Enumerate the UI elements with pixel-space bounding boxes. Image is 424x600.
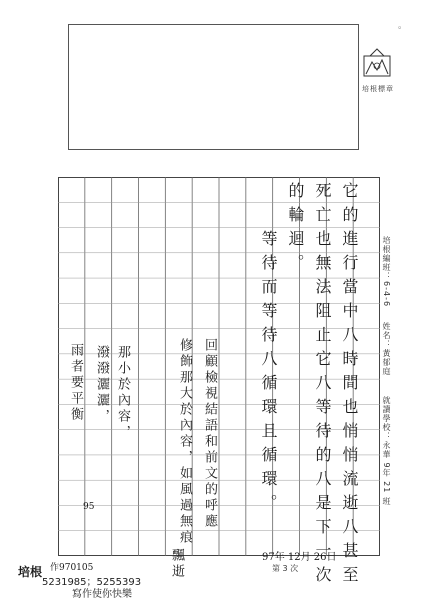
teacher-comment-box (68, 24, 359, 150)
essay-column-1: 它的進行當中八時間也悄悄流逝八甚至 (340, 182, 359, 590)
essay-column-4: 等待而等待八循環且循環。 (259, 230, 278, 518)
score: 95 (83, 502, 95, 512)
stamp-label: 培根標章 (362, 85, 394, 93)
essay-column-2: 死亡也無法阻止它八等待的八是下一次 (313, 182, 332, 590)
comment-line-1: 回顧檢視結語和前文的呼應 (202, 338, 217, 530)
school-stamp-icon (360, 46, 394, 80)
corner-mark: 。 (398, 21, 408, 31)
class-code: 培根編班：6-4-6 (382, 236, 391, 308)
footer-slogan: 寫作使你快樂 (72, 589, 132, 600)
page-number: 第 3 次 (272, 564, 299, 573)
comment-line-4: 潑潑灑灑， (94, 345, 109, 425)
essay-column-3: 的輪迴。 (286, 182, 305, 278)
comment-line-5: 雨者要平衡 (68, 343, 83, 423)
student-school: 就讀學校：永華 9年 21 班 (382, 396, 391, 506)
comment-line-2: 修飾那大於內容，如風過無痕 (177, 338, 192, 546)
student-name: 姓名：黃郁庭 (382, 322, 391, 376)
footer-label: 培根 (18, 565, 43, 579)
comment-line-3: 那小於內容， (115, 345, 130, 441)
essay-date: 97年 12月 26日 (262, 552, 337, 563)
footer-code: 作970105 (50, 563, 94, 573)
comment-aside: 飄逝 (169, 548, 184, 580)
footer-phones: 5231985；5255393 (42, 577, 142, 588)
